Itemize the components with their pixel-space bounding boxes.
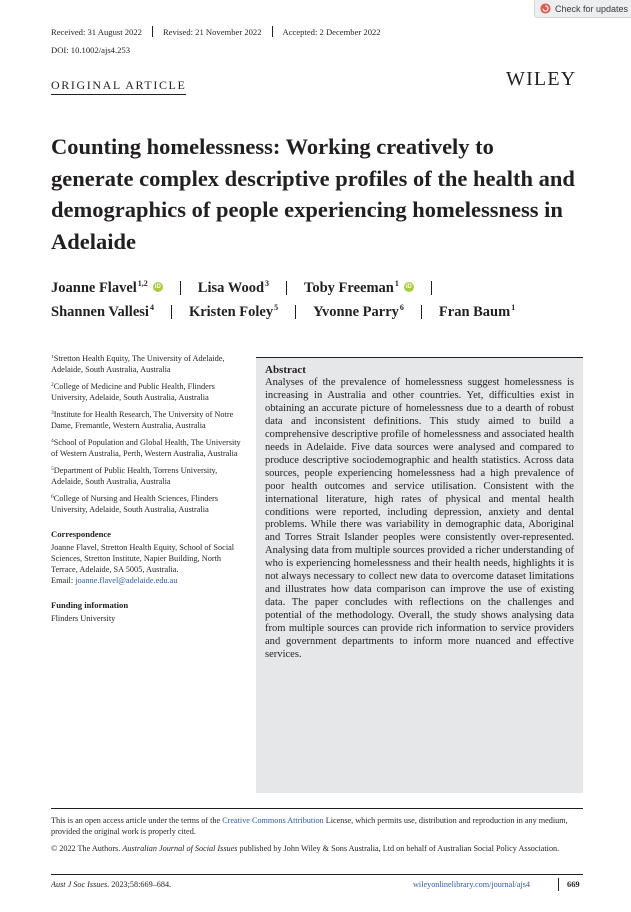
date-divider (152, 26, 153, 37)
abstract-box (256, 357, 583, 793)
orcid-icon[interactable]: iD (154, 284, 161, 290)
affiliation: $^5$Department of Public Health, Torrens University, Adelaide, South Australia, Australia (51, 466, 218, 486)
doi[interactable]: DOI: 10.1002/ajs4.253 (51, 45, 131, 55)
affiliation: $^2$College of Medicine and Public Health, Flinders University, Adelaide, South Australia, Australia (51, 382, 215, 402)
date-divider (272, 26, 273, 37)
author-affiliation-marker: 1 (394, 279, 399, 288)
author-affiliation-marker: 5 (274, 303, 279, 312)
publisher-logo: WILEY (506, 68, 577, 90)
revised-date: Revised: 21 November 2022 (162, 26, 262, 37)
author-list-line-1 (51, 279, 449, 297)
refresh-icon (540, 3, 551, 14)
author-name[interactable]: Lisa Wood$^3$ (197, 279, 270, 296)
affiliation: $^6$College of Nursing and Health Sciences, Flinders University, Adelaide, South Australia, Australia (51, 494, 219, 514)
funding-heading: Funding information (51, 600, 129, 610)
orcid-icon[interactable]: iD (405, 284, 412, 290)
author-name[interactable]: Kristen Foley$^5$ (188, 303, 279, 320)
footer-divider (51, 874, 583, 875)
journal-url-link[interactable]: wileyonlinelibrary.com/journal/ajs4 (413, 880, 531, 889)
license-notice: This is an open access article under the terms of the Creative Commons Attribution License, which permits use, distribution and reproduction in any medium, provided the original work is properly cited. (51, 816, 568, 836)
check-for-updates-button[interactable] (534, 0, 631, 18)
author-name[interactable]: Joanne Flavel$^{1,2}$ (51, 279, 148, 296)
author-divider (295, 305, 296, 319)
author-affiliation-marker: 4 (149, 303, 154, 312)
check-for-updates-label: Check for updates (555, 3, 629, 14)
correspondence-email: Email: joanne.flavel@adelaide.edu.au (51, 576, 178, 585)
accepted-date: Accepted: 2 December 2022 (282, 26, 381, 37)
article-title: Counting homelessness: Working creatively to generate complex descriptive profiles of the health and demographics of people experiencing homelessness in Adelaide (51, 134, 575, 254)
author-affiliation-marker: 1 (511, 303, 516, 312)
page-number: 669 (567, 880, 580, 889)
email-link[interactable]: joanne.flavel@adelaide.edu.au (75, 576, 178, 585)
author-divider (431, 281, 432, 295)
correspondence-heading: Correspondence (51, 529, 111, 539)
author-divider (171, 305, 172, 319)
author-name[interactable]: Fran Baum$^1$ (438, 303, 516, 320)
author-name[interactable]: Shannen Vallesi$^4$ (51, 303, 154, 320)
abstract-text: Analyses of the prevalence of homelessness suggest homelessness is increasing in Australia and other countries. Yet, difficulties exist in obtaining an accurate picture of homelessness due to a dearth of robust data and inconsistent definitions. This study aimed to build a comprehensive descriptive profile of homelessness and associated health needs in Adelaide. Five data sources were analysed and compared to produce descriptive sociodemographic and health statistics. Across data sources, people experiencing homelessness had a high prevalence of poor health outcomes and service utilisation. Consistent with the international literature, high rates of physical and mental health conditions were reported, including depression, anxiety and dental problems. While there was variability in demographic data, Aboriginal and Torres Strait Islander peoples were consistently over-represented. Analysing data from multiple sources provided a richer understanding of who is experiencing homelessness and their health needs, highlights it is not always necessary to collect new data to overcome dataset limitations and illustrates how data comparison can improve the use of existing data. The paper concludes with reflections on the challenges and potential of the methodology. Overall, the study shows analysing data from multiple sources can provide rich information to service providers and government departments to inform more nuanced and effective services. (265, 377, 574, 661)
author-affiliation-marker: 3 (265, 279, 270, 288)
author-divider (421, 305, 422, 319)
creative-commons-link[interactable]: Creative Commons Attribution (222, 816, 324, 825)
author-affiliation-marker: 1,2 (137, 279, 148, 288)
publication-dates (51, 26, 381, 37)
copyright-notice: © 2022 The Authors. Australian Journal of Social Issues published by John Wiley & Sons Australia, Ltd on behalf of Australian Social Policy Association. (51, 844, 560, 853)
affiliation: $^4$School of Population and Global Health, The University of Western Australia, Perth, Western Australia, Australia (51, 438, 241, 458)
author-name[interactable]: Yvonne Parry$^6$ (313, 303, 404, 320)
author-divider (180, 281, 181, 295)
author-list-line-2 (51, 303, 515, 321)
author-divider (286, 281, 287, 295)
article-type-label: ORIGINAL ARTICLE (51, 78, 186, 95)
affiliation: $^1$Stretton Health Equity, The University of Adelaide, Adelaide, South Australia, Australia (51, 354, 225, 374)
journal-citation: Aust J Soc Issues. 2023;58:669–684. (51, 880, 172, 889)
abstract-heading: Abstract (265, 364, 306, 376)
page-number-divider (558, 878, 559, 891)
article-sidebar (51, 352, 241, 624)
author-name[interactable]: Toby Freeman$^1$ (304, 279, 399, 296)
footer-divider (51, 808, 583, 809)
received-date: Received: 31 August 2022 (51, 26, 142, 37)
correspondence-address: Joanne Flavel, Stretton Health Equity, School of Social Sciences, Stretton Institute, Napier Building, North Terrace, Adelaide, SA 5005, Australia. (51, 543, 235, 574)
affiliation: $^3$Institute for Health Research, The University of Notre Dame, Fremantle, Western Australia, Australia (51, 410, 234, 430)
author-affiliation-marker: 6 (399, 303, 404, 312)
funding-text: Flinders University (51, 614, 116, 623)
